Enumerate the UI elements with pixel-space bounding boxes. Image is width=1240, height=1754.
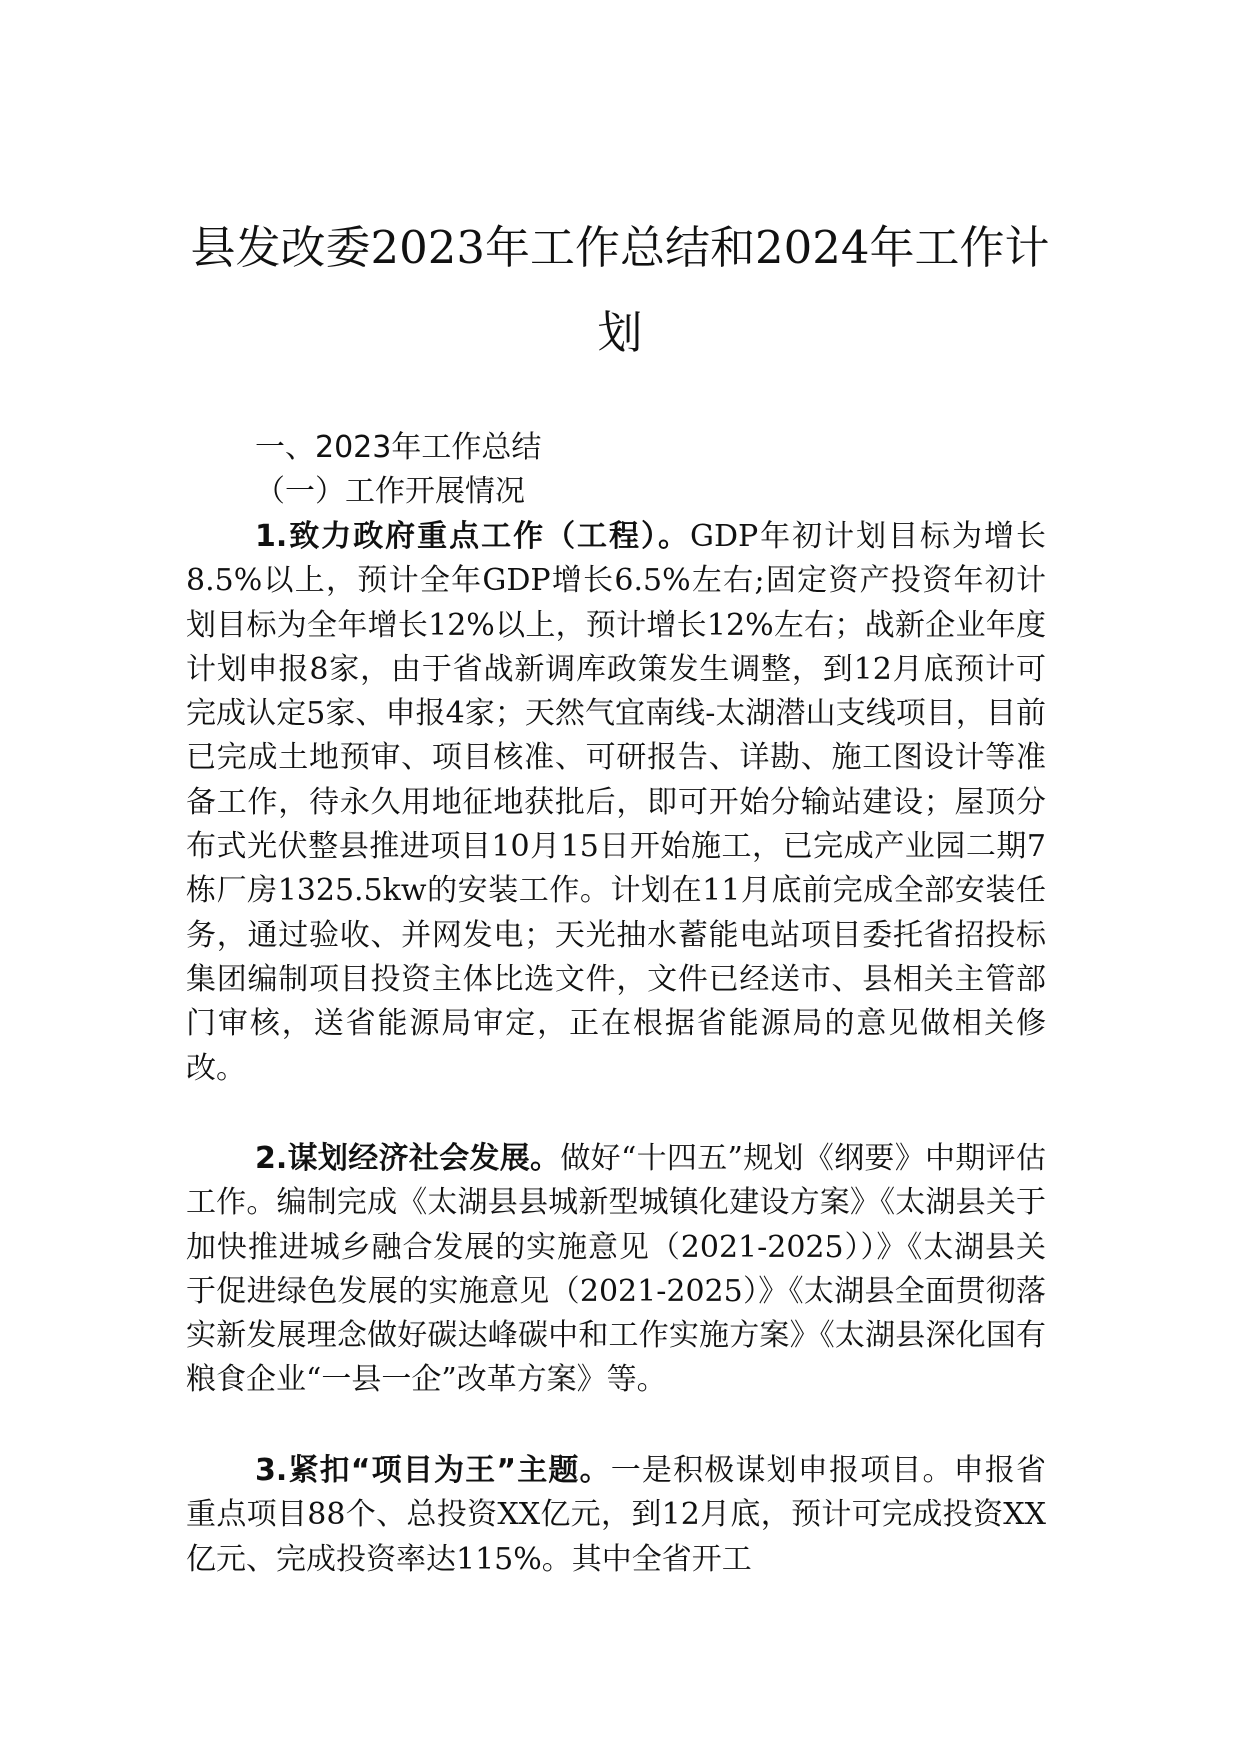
paragraph-3-lead: 3.紧扣“项目为王”主题。 bbox=[255, 1453, 611, 1488]
paragraph-2 bbox=[186, 1137, 1046, 1403]
title-line-1: 县发改委2023年工作总结和2024年工作计 bbox=[190, 221, 1050, 274]
paragraph-3 bbox=[186, 1449, 1046, 1582]
paragraph-2-text: 做好“十四五”规划《纲要》中期评估工作。编制完成《太湖县县城新型城镇化建设方案》《太湖县关于加快推进城乡融合发展的实施意见（2021-2025））》《太湖县关于促进绿色发展的实施意见（2021-2025）》《太湖县全面贯彻落实新发展理念做好碳达峰碳中和工作实施方案》《太湖县深化国有粮食企业“一县一企”改革方案》等。 bbox=[186, 1141, 1046, 1398]
subsection-heading: （一）工作开展情况 bbox=[255, 474, 525, 509]
paragraph-3-text: 一是积极谋划申报项目。申报省重点项目88个、总投资XX亿元，到12月底，预计可完成投资XX亿元、完成投资率达115%。其中全省开工 bbox=[186, 1453, 1046, 1577]
section-heading: 一、2023年工作总结 bbox=[255, 430, 542, 465]
title-line-2: 划 bbox=[597, 306, 643, 359]
paragraph-2-lead: 2.谋划经济社会发展。 bbox=[255, 1141, 561, 1176]
paragraph-1-lead: 1.致力政府重点工作（工程）。 bbox=[255, 519, 690, 554]
paragraph-1 bbox=[186, 515, 1046, 1091]
paragraph-1-text: GDP年初计划目标为增长8.5%以上，预计全年GDP增长6.5%左右;固定资产投资年初计划目标为全年增长12%以上，预计增长12%左右；战新企业年度计划申报8家，由于省战新调库政策发生调整，到12月底预计可完成认定5家、申报4家；天然气宜南线-太湖潜山支线项目，目前已完成土地预审、项目核准、可研报告、详勘、施工图设计等准备工作，待永久用地征地获批后，即可开始分输站建设；屋顶分布式光伏整县推进项目10月15日开始施工，已完成产业园二期7栋厂房1325.5kw的安装工作。计划在11月底前完成全部安装任务，通过验收、并网发电；天光抽水蓄能电站项目委托省招投标集团编制项目投资主体比选文件，文件已经送市、县相关主管部门审核，送省能源局审定，正在根据省能源局的意见做相关修改。 bbox=[186, 519, 1046, 1086]
document-title bbox=[170, 205, 1070, 375]
